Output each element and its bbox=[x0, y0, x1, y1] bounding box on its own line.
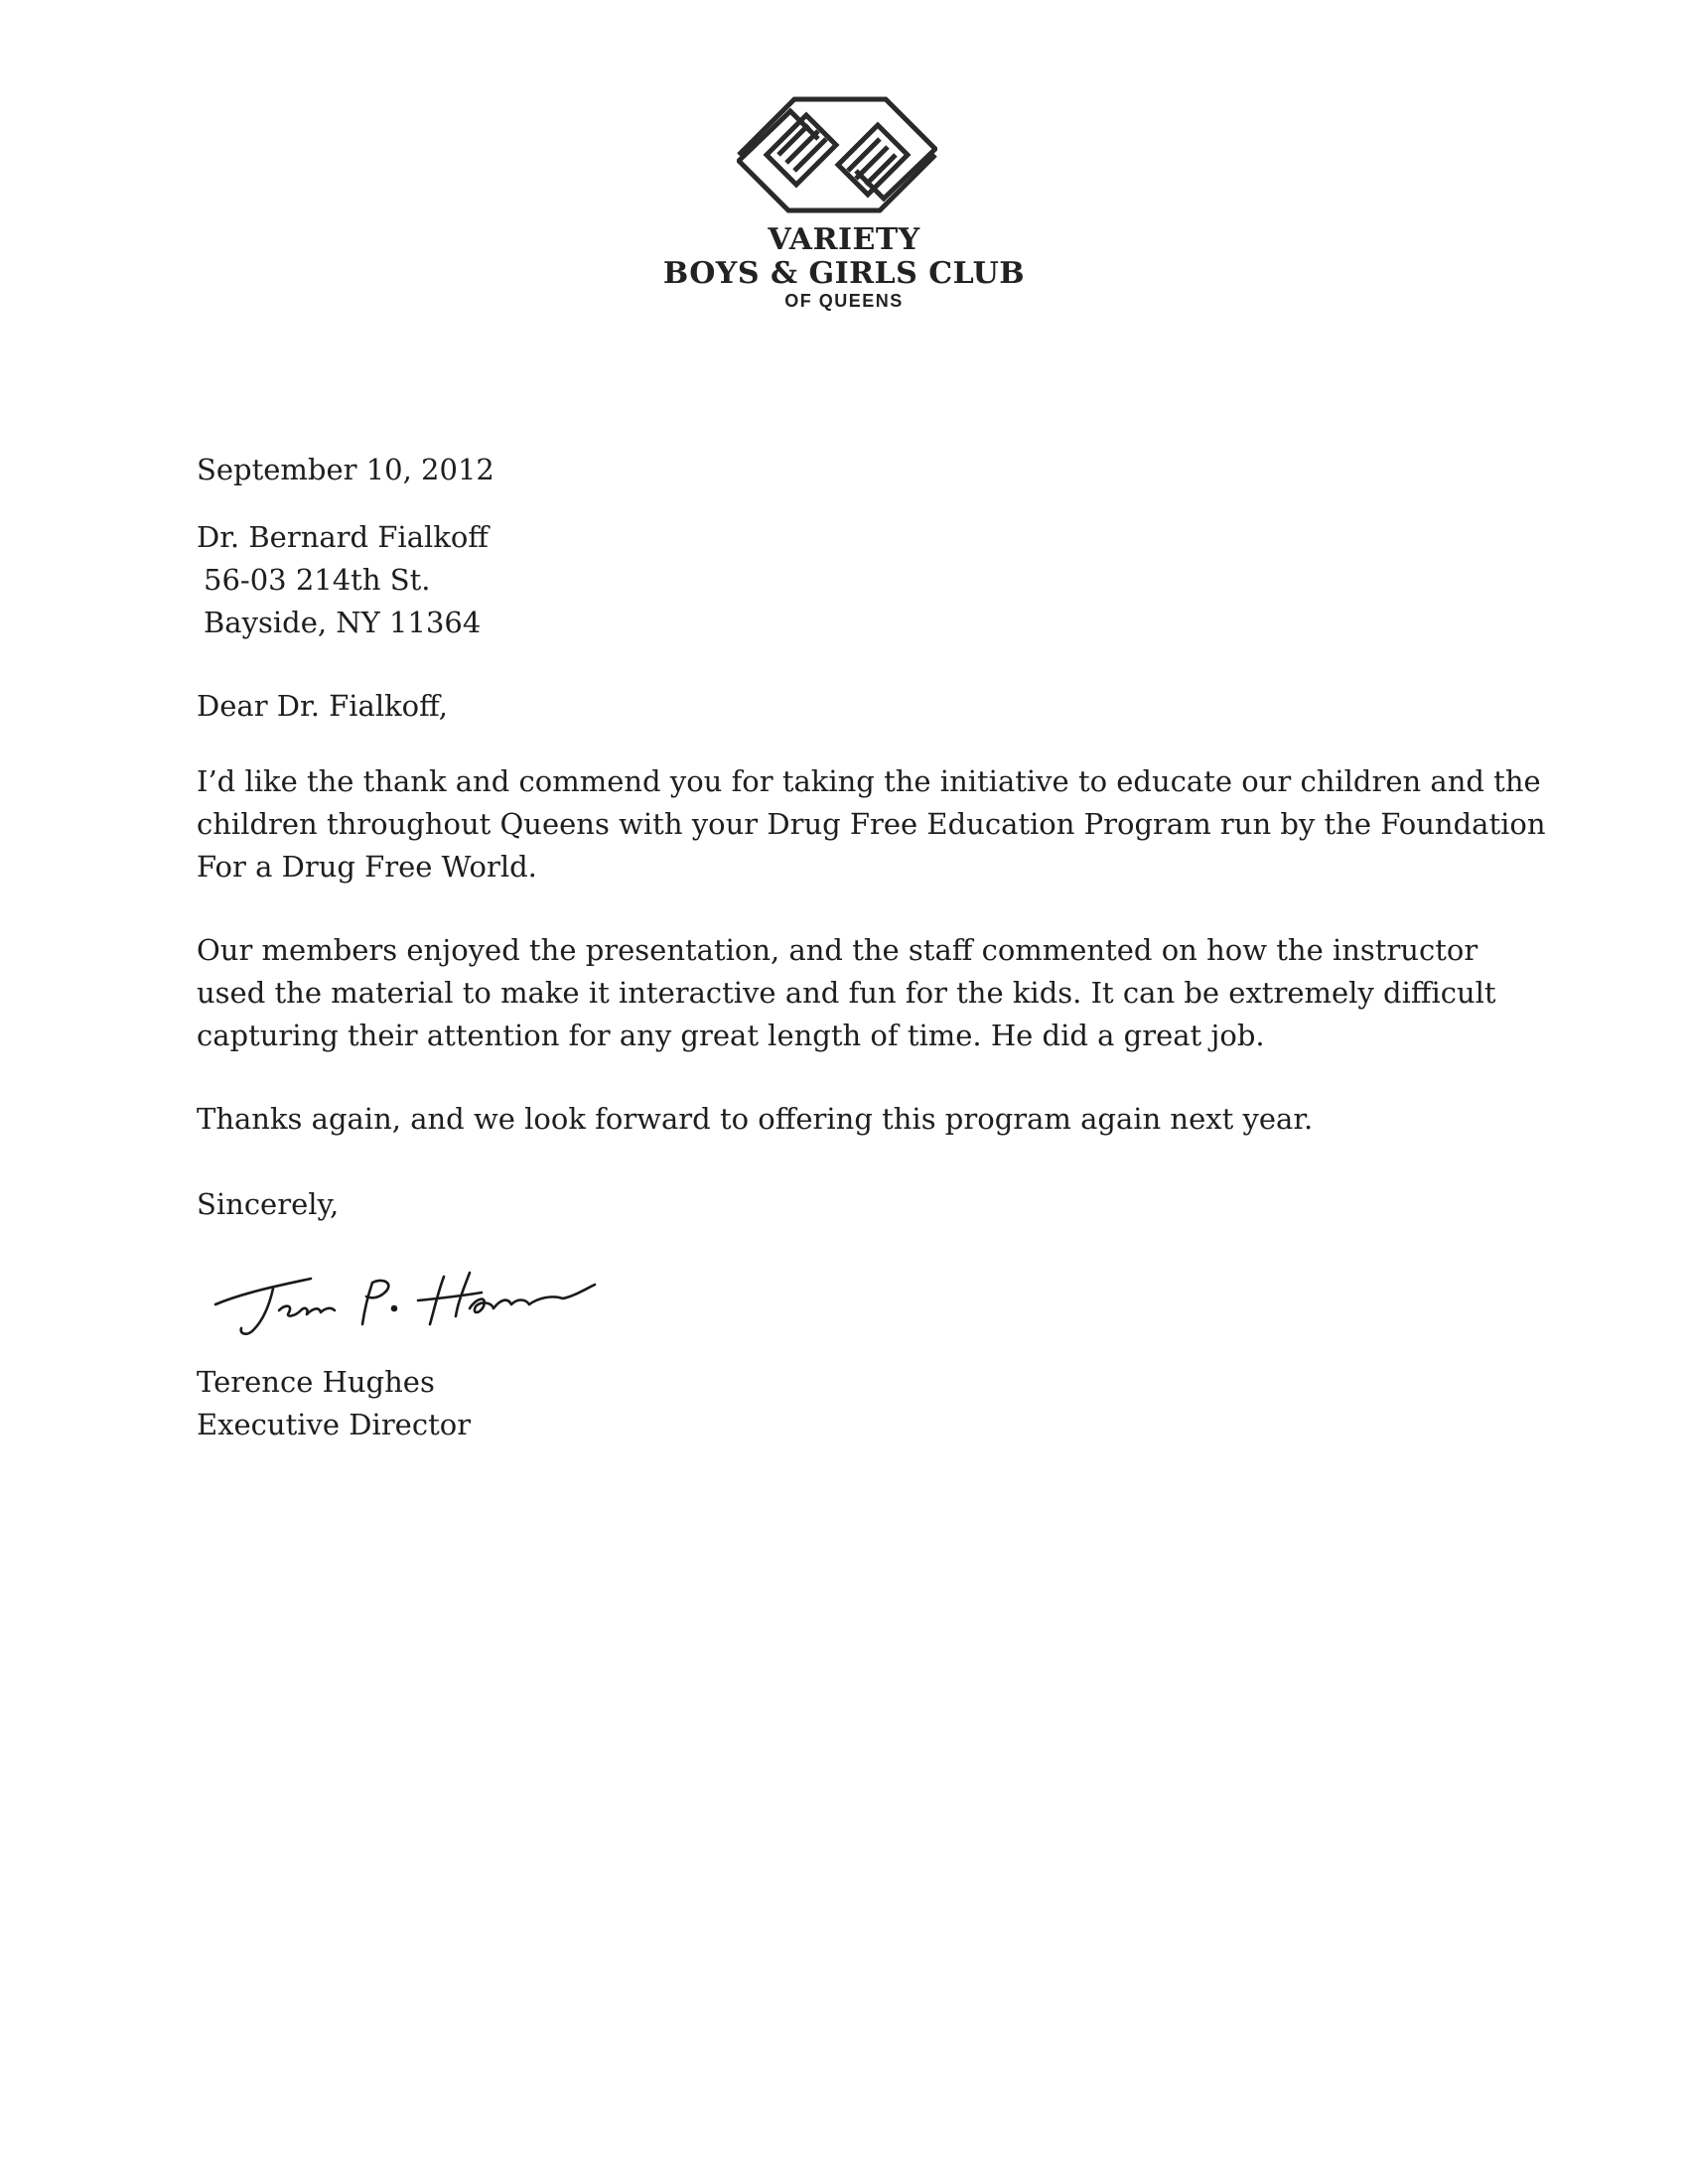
recipient-name: Dr. Bernard Fialkoff bbox=[197, 520, 489, 554]
salutation: Dear Dr. Fialkoff, bbox=[197, 689, 448, 723]
handwritten-signature-icon bbox=[213, 1259, 606, 1348]
signer-name: Terence Hughes bbox=[197, 1365, 435, 1399]
org-name-line1: VARIETY bbox=[768, 222, 920, 257]
paragraph-3-line: Thanks again, and we look forward to offering this program again next year. bbox=[197, 1102, 1314, 1136]
paragraph-2-line: used the material to make it interactive and fun for the kids. It can be extremely difficult bbox=[197, 976, 1496, 1010]
paragraph-1-line: I’d like the thank and commend you for taking the initiative to educate our children and the bbox=[197, 764, 1541, 798]
org-name-line3: OF QUEENS bbox=[784, 291, 904, 311]
recipient-street: 56-03 214th St. bbox=[204, 563, 431, 597]
letter-date: September 10, 2012 bbox=[197, 453, 494, 486]
interlocking-hands-logo-icon bbox=[737, 91, 937, 218]
paragraph-1-line: For a Drug Free World. bbox=[197, 850, 537, 884]
paragraph-2-line: capturing their attention for any great length of time. He did a great job. bbox=[197, 1019, 1265, 1052]
recipient-city: Bayside, NY 11364 bbox=[204, 606, 482, 639]
paragraph-2-line: Our members enjoyed the presentation, and the staff commented on how the instructor bbox=[197, 933, 1478, 967]
org-name-line2: BOYS & GIRLS CLUB bbox=[662, 256, 1026, 291]
closing: Sincerely, bbox=[197, 1187, 340, 1221]
paragraph-1-line: children throughout Queens with your Drug Free Education Program run by the Foundation bbox=[197, 807, 1546, 841]
signer-title: Executive Director bbox=[197, 1408, 472, 1441]
